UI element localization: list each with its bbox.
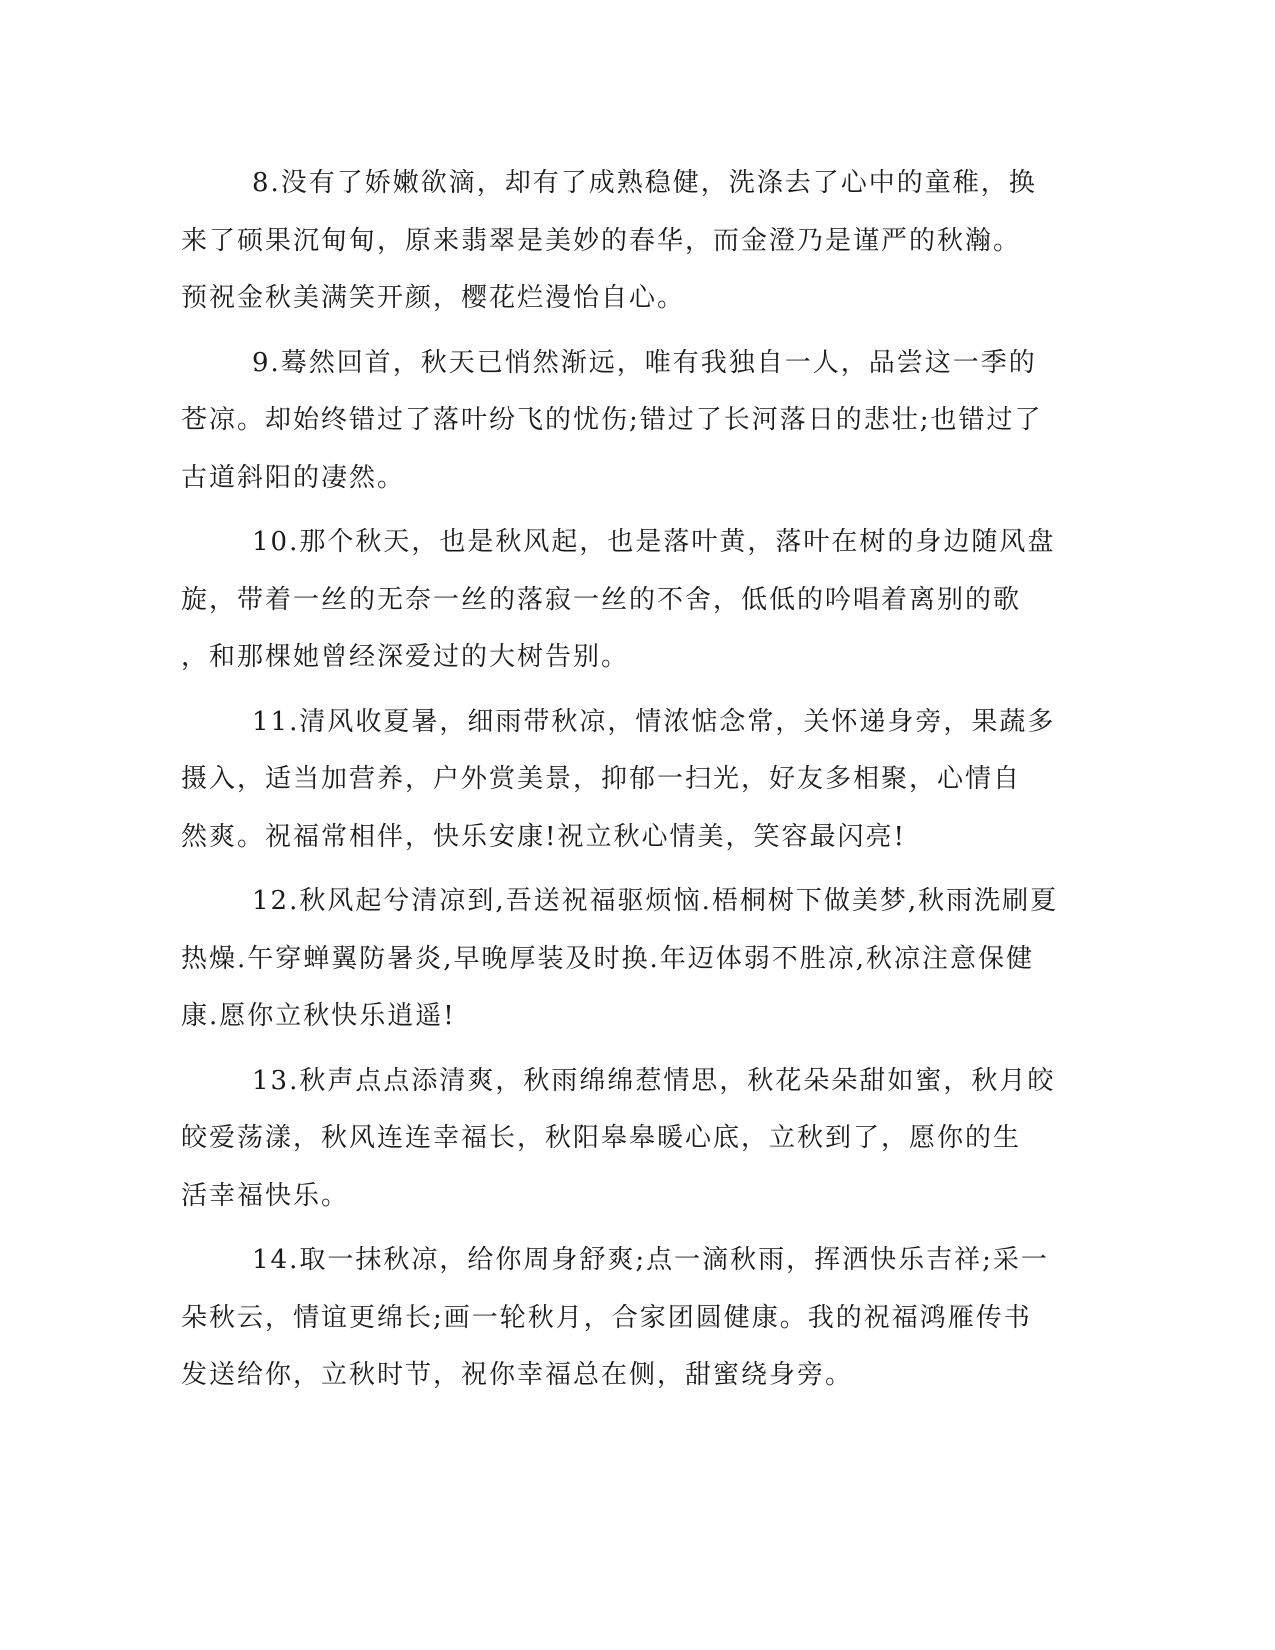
paragraph-12 bbox=[181, 873, 1059, 1046]
paragraph-line: 康.愿你立秋快乐逍遥! bbox=[181, 1001, 456, 1031]
paragraph-10 bbox=[181, 514, 1056, 687]
paragraph-line: 10.那个秋天，也是秋风起，也是落叶黄，落叶在树的身边随风盘 bbox=[252, 527, 1056, 557]
paragraph-line: 皎爱荡漾，秋风连连幸福长，秋阳皋皋暖心底，立秋到了，愿你的生 bbox=[181, 1123, 1022, 1153]
paragraph-11 bbox=[181, 694, 1056, 867]
paragraph-line: 古道斜阳的凄然。 bbox=[181, 462, 406, 493]
paragraph-13 bbox=[181, 1053, 1056, 1226]
paragraph-line: 14.取一抹秋凉，给你周身舒爽;点一滴秋雨，挥洒快乐吉祥;采一 bbox=[252, 1245, 1049, 1275]
paragraph-14 bbox=[181, 1232, 1049, 1405]
paragraph-line: 摄入，适当加营养，户外赏美景，抑郁一扫光，好友多相聚，心情自 bbox=[181, 764, 1022, 794]
paragraph-line: 苍凉。却始终错过了落叶纷飞的忧伤;错过了长河落日的悲壮;也错过了 bbox=[181, 405, 1043, 435]
paragraph-line: 朵秋云，情谊更绵长;画一轮秋月，合家团圆健康。我的祝福鸿雁传书 bbox=[181, 1302, 1032, 1333]
paragraph-line: 11.清风收夏暑，细雨带秋凉，情浓惦念常，关怀递身旁，果蔬多 bbox=[252, 706, 1056, 737]
paragraph-line: 旋，带着一丝的无奈一丝的落寂一丝的不舍，低低的吟唱着离别的歌 bbox=[181, 584, 1022, 615]
paragraph-line: 9.蓦然回首，秋天已悄然渐远，唯有我独自一人，品尝这一季的 bbox=[252, 347, 1037, 378]
paragraph-line: ，和那棵她曾经深爱过的大树告别。 bbox=[181, 642, 630, 672]
paragraph-9 bbox=[181, 335, 1043, 508]
paragraph-8 bbox=[181, 155, 1038, 328]
paragraph-line: 活幸福快乐。 bbox=[181, 1180, 350, 1211]
paragraph-line: 来了硕果沉甸甸，原来翡翠是美妙的春华，而金澄乃是谨严的秋瀚。 bbox=[181, 225, 1022, 256]
paragraph-line: 12.秋风起兮清凉到,吾送祝福驱烦恼.梧桐树下做美梦,秋雨洗刷夏 bbox=[252, 886, 1059, 916]
document-body bbox=[181, 155, 1059, 1412]
paragraph-line: 热燥.午穿蝉翼防暑炎,早晚厚装及时换.年迈体弱不胜凉,秋凉注意保健 bbox=[181, 943, 1035, 974]
paragraph-line: 然爽。祝福常相伴，快乐安康!祝立秋心情美，笑容最闪亮! bbox=[181, 821, 906, 852]
paragraph-line: 13.秋声点点添清爽，秋雨绵绵惹情思，秋花朵朵甜如蜜，秋月皎 bbox=[252, 1065, 1056, 1096]
paragraph-line: 发送给你，立秋时节，祝你幸福总在侧，甜蜜绕身旁。 bbox=[181, 1360, 854, 1390]
paragraph-line: 8.没有了娇嫩欲滴，却有了成熟稳健，洗涤去了心中的童稚，换 bbox=[252, 168, 1037, 198]
paragraph-line: 预祝金秋美满笑开颜，樱花烂漫怡自心。 bbox=[181, 283, 686, 313]
